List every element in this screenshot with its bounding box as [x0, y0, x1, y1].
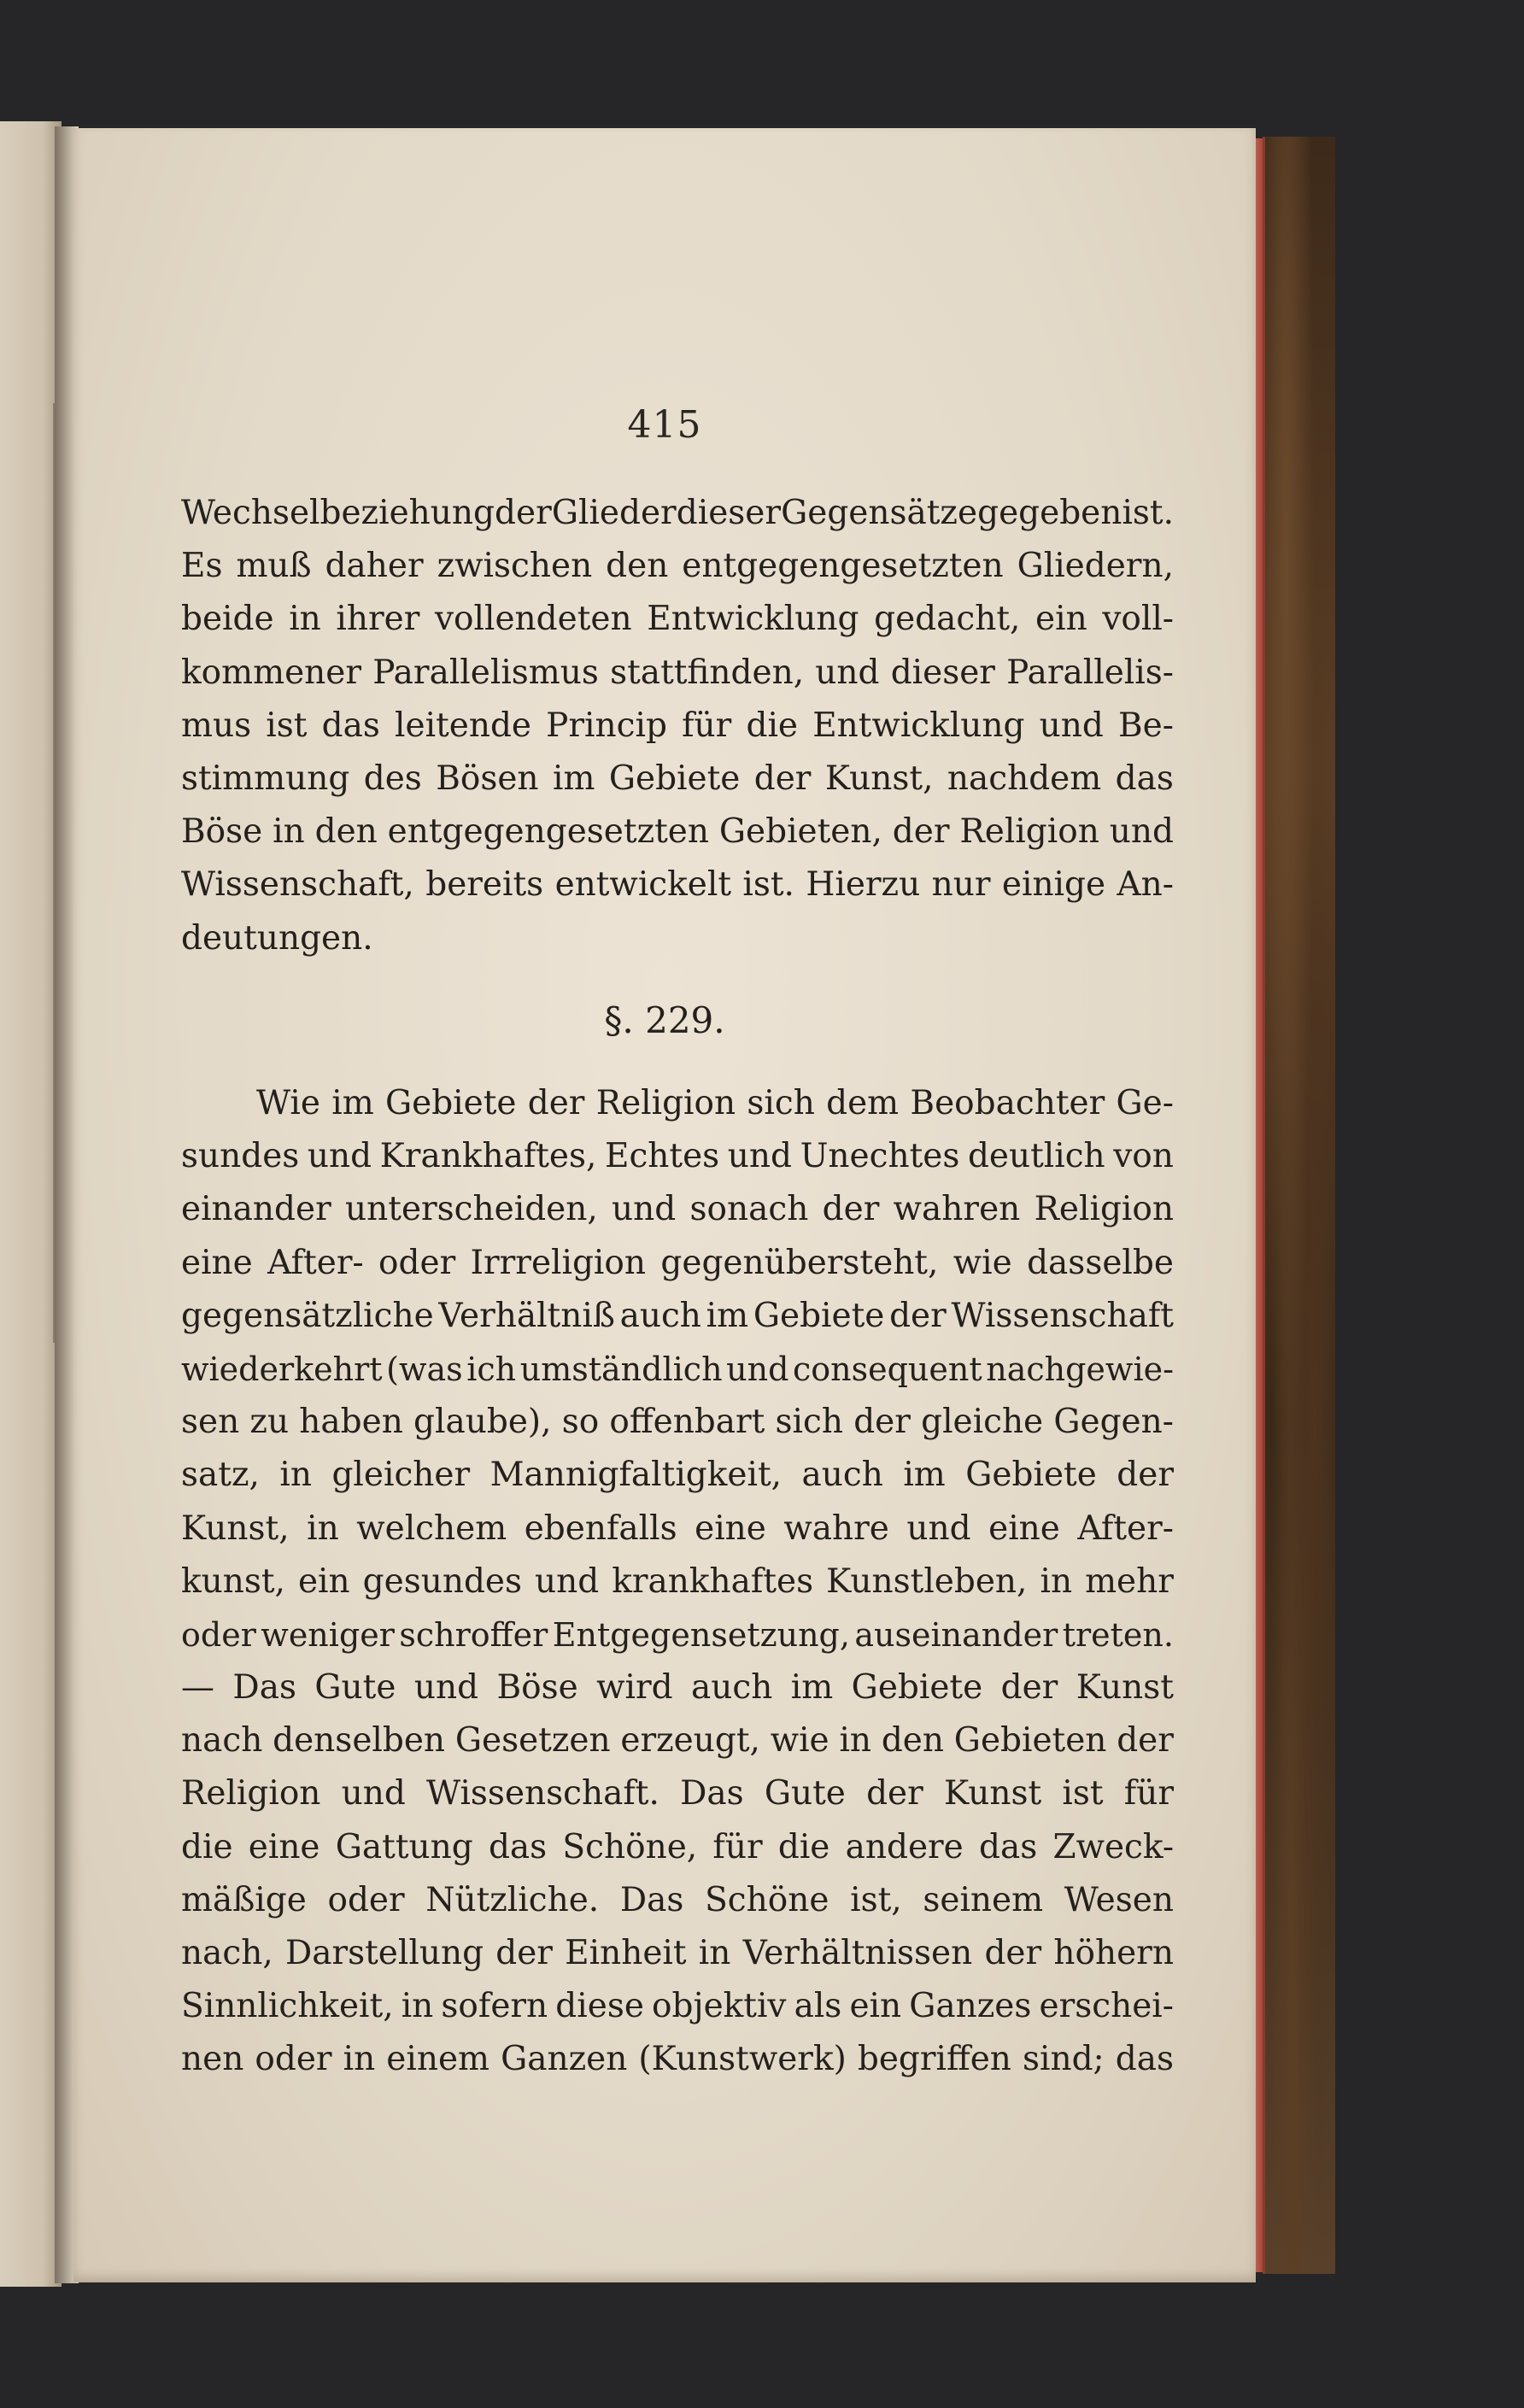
text-line: eine After- oder Irrreligion gegenübersteht, wie dasselbe — [181, 1243, 1174, 1282]
text-line: deutungen. — [181, 918, 373, 958]
text-line: nach denselben Gesetzen erzeugt, wie in den Gebieten der — [181, 1721, 1174, 1761]
text-line: — Das Gute und Böse wird auch im Gebiete der Kunst — [181, 1668, 1174, 1708]
text-line: gegensätzliche Verhältniß auch im Gebiete der Wissenschaft — [181, 1296, 1174, 1335]
text-line: Religion und Wissenschaft. Das Gute der Kunst ist für — [181, 1774, 1174, 1813]
text-line: Sinnlichkeit, in sofern diese objektiv als ein Ganzes erschei- — [181, 1987, 1174, 2026]
text-line: stimmung des Bösen im Gebiete der Kunst, nachdem das — [181, 759, 1174, 798]
text-line: satz, in gleicher Mannigfaltigkeit, auch im Gebiete der — [181, 1456, 1174, 1495]
text-line: Kunst, in welchem ebenfalls eine wahre und eine After- — [181, 1509, 1174, 1548]
text-line: sundes und Krankhaftes, Echtes und Unechtes deutlich von — [181, 1137, 1174, 1176]
text-line: nach, Darstellung der Einheit in Verhältnissen der höhern — [181, 1934, 1174, 1972]
paragraph-1 — [181, 487, 1174, 965]
section-heading: §. 229. — [604, 999, 725, 1041]
book-page — [73, 128, 1256, 2282]
text-line: Wechselbeziehung der Glieder dieser Gegensätze gegeben ist. — [181, 494, 1174, 532]
text-line: sen zu haben glaube), so offenbart sich der gleiche Gegen- — [181, 1403, 1174, 1442]
paragraph-2 — [181, 1077, 1174, 2087]
text-line: die eine Gattung das Schöne, für die andere das Zweck- — [181, 1827, 1174, 1866]
text-line: mus ist das leitende Princip für die Entwicklung und Be- — [181, 706, 1174, 745]
text-line: kommener Parallelismus stattfinden, und dieser Parallelis- — [181, 653, 1174, 692]
text-line: Böse in den entgegengesetzten Gebieten, der Religion und — [181, 812, 1174, 852]
text-line: Wissenschaft, bereits entwickelt ist. Hierzu nur einige An- — [181, 865, 1174, 905]
text-line: mäßige oder Nützliche. Das Schöne ist, seinem Wesen — [181, 1880, 1174, 1919]
text-line: Wie im Gebiete der Religion sich dem Beobachter Ge- — [256, 1084, 1174, 1122]
facing-page-edge — [0, 121, 62, 2287]
text-line: kunst, ein gesundes und krankhaftes Kunstleben, in mehr — [181, 1561, 1174, 1601]
page-number: 415 — [627, 403, 702, 447]
text-line: einander unterscheiden, und sonach der wahren Religion — [181, 1190, 1174, 1229]
text-line: Es muß daher zwischen den entgegengesetzten Gliedern, — [181, 547, 1174, 586]
text-line: nen oder in einem Ganzen (Kunstwerk) begriffen sind; das — [181, 2040, 1174, 2079]
text-line: beide in ihrer vollendeten Entwicklung gedacht, ein voll- — [181, 600, 1174, 639]
marbled-cover-board — [1263, 137, 1335, 2274]
text-line: oder weniger schroffer Entgegensetzung, auseinander treten. — [181, 1615, 1174, 1654]
text-line: wiederkehrt (was ich umständlich und consequent nachgewie- — [181, 1350, 1174, 1388]
